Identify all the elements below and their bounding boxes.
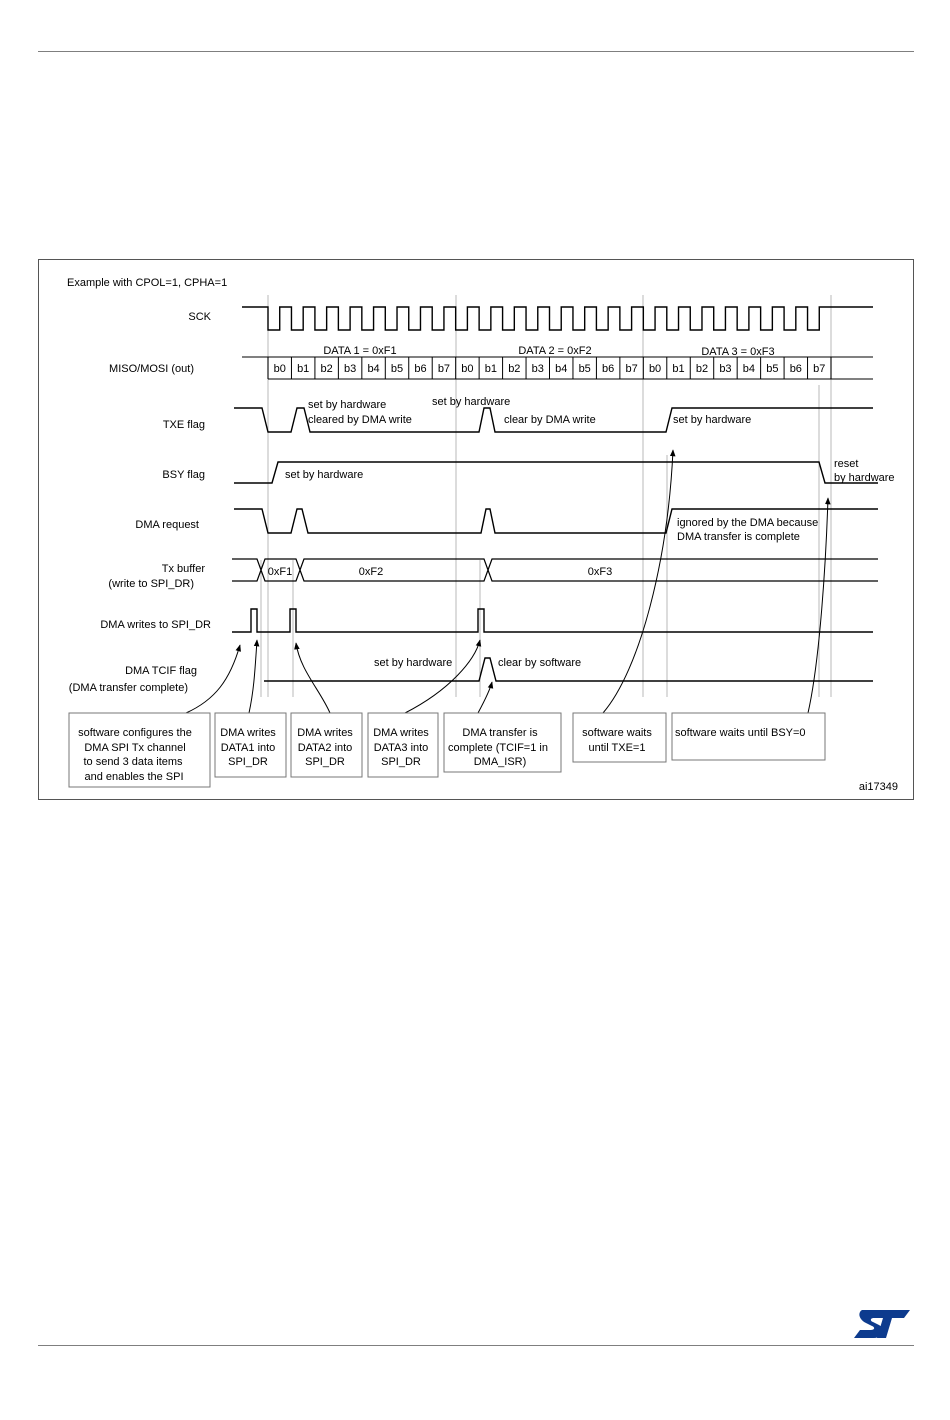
- txe-set-label-1: set by hardware: [308, 399, 387, 411]
- signal-label-tx-buffer: Tx buffer: [161, 563, 205, 575]
- bit-label: b5: [578, 363, 591, 375]
- tcif-set-label: set by hardware: [374, 657, 453, 669]
- box-5-line-1: DMA transfer is: [462, 727, 538, 739]
- dma-ignored-label-1: ignored by the DMA because: [677, 517, 819, 529]
- box-1-line-2: DMA SPI Tx channel: [84, 742, 186, 754]
- bsy-set-label: set by hardware: [285, 469, 364, 481]
- bit-label: b2: [508, 363, 521, 375]
- bit-label: b6: [414, 363, 427, 375]
- txe-clear-label-1: cleared by DMA write: [308, 414, 412, 426]
- box-2-line-1: DMA writes: [220, 727, 276, 739]
- bsy-reset-label-2: by hardware: [834, 472, 895, 484]
- txe-set-label-3: set by hardware: [673, 414, 752, 426]
- box-6-line-1: software waits: [582, 727, 652, 739]
- signal-label-tcif: DMA TCIF flag: [125, 665, 197, 677]
- st-logo-icon: [852, 1306, 912, 1342]
- bit-label: b1: [484, 363, 497, 375]
- signal-label-mosi: MISO/MOSI (out): [109, 363, 194, 375]
- bit-label: b2: [320, 363, 333, 375]
- bit-label: b5: [766, 363, 779, 375]
- box-1-line-3: to send 3 data items: [83, 756, 183, 768]
- signal-label-bsy: BSY flag: [162, 469, 205, 481]
- box-4-line-2: DATA3 into: [373, 742, 429, 754]
- bit-label: b4: [555, 363, 568, 375]
- signal-label-txe: TXE flag: [162, 419, 205, 431]
- signal-label-dma-request: DMA request: [135, 519, 199, 531]
- tx-buffer-waveform: [232, 559, 878, 581]
- data-header-3: DATA 3 = 0xF3: [701, 346, 775, 358]
- txe-clear-label-2: clear by DMA write: [504, 414, 596, 426]
- signal-label-sck: SCK: [188, 311, 211, 323]
- bsy-reset-label-1: reset: [834, 458, 859, 470]
- bit-label: b0: [461, 363, 474, 375]
- bit-label: b3: [719, 363, 732, 375]
- bit-label: b7: [813, 363, 826, 375]
- data-header-1: DATA 1 = 0xF1: [323, 345, 397, 357]
- tx-buffer-value-3: 0xF3: [587, 566, 613, 578]
- bit-label: b5: [390, 363, 404, 375]
- box-3-line-1: DMA writes: [297, 727, 353, 739]
- signal-label-tx-buffer-sub: (write to SPI_DR): [108, 578, 194, 590]
- bit-label: b6: [789, 363, 802, 375]
- example-label: Example with CPOL=1, CPHA=1: [67, 277, 228, 289]
- sck-waveform: [242, 307, 873, 330]
- box-texts: [78, 727, 805, 783]
- box-6-line-2: until TXE=1: [588, 742, 646, 754]
- bit-label: b3: [531, 363, 544, 375]
- tx-buffer-value-2: 0xF2: [358, 566, 384, 578]
- tx-buffer-value-1: 0xF1: [267, 566, 293, 578]
- figure-id: ai17349: [858, 781, 898, 793]
- dma-ignored-label-2: DMA transfer is complete: [677, 531, 800, 543]
- box-5-line-2: complete (TCIF=1 in: [448, 742, 548, 754]
- box-3-line-3: SPI_DR: [305, 756, 345, 768]
- box-1-line-4: and enables the SPI: [84, 771, 184, 783]
- signal-label-dma-writes: DMA writes to SPI_DR: [100, 619, 211, 631]
- bit-label: b4: [742, 363, 756, 375]
- tcif-clear-label: clear by software: [498, 657, 582, 669]
- box-4-line-3: SPI_DR: [381, 756, 421, 768]
- bit-label: b7: [437, 363, 451, 375]
- bit-label: b1: [672, 363, 685, 375]
- box-5-line-3: DMA_ISR): [473, 756, 527, 768]
- bit-label: b2: [695, 363, 709, 375]
- txe-set-label-2: set by hardware: [432, 396, 511, 408]
- box-2-line-2: DATA1 into: [220, 742, 276, 754]
- box-1-line-1: software configures the: [78, 727, 192, 739]
- bit-label: b0: [273, 363, 286, 375]
- dma-writes-waveform: [232, 609, 873, 632]
- bit-label: b3: [343, 363, 357, 375]
- signal-label-tcif-sub: (DMA transfer complete): [68, 682, 188, 694]
- bit-label: b4: [367, 363, 380, 375]
- bit-label: b7: [625, 363, 638, 375]
- box-3-line-2: DATA2 into: [297, 742, 353, 754]
- box-2-line-3: SPI_DR: [228, 756, 268, 768]
- box-7-line-1: software waits until BSY=0: [675, 727, 806, 739]
- bit-label: b1: [297, 363, 310, 375]
- bit-label: b0: [648, 363, 662, 375]
- data-header-2: DATA 2 = 0xF2: [518, 345, 592, 357]
- box-4-line-1: DMA writes: [373, 727, 429, 739]
- bit-label: b6: [602, 363, 615, 375]
